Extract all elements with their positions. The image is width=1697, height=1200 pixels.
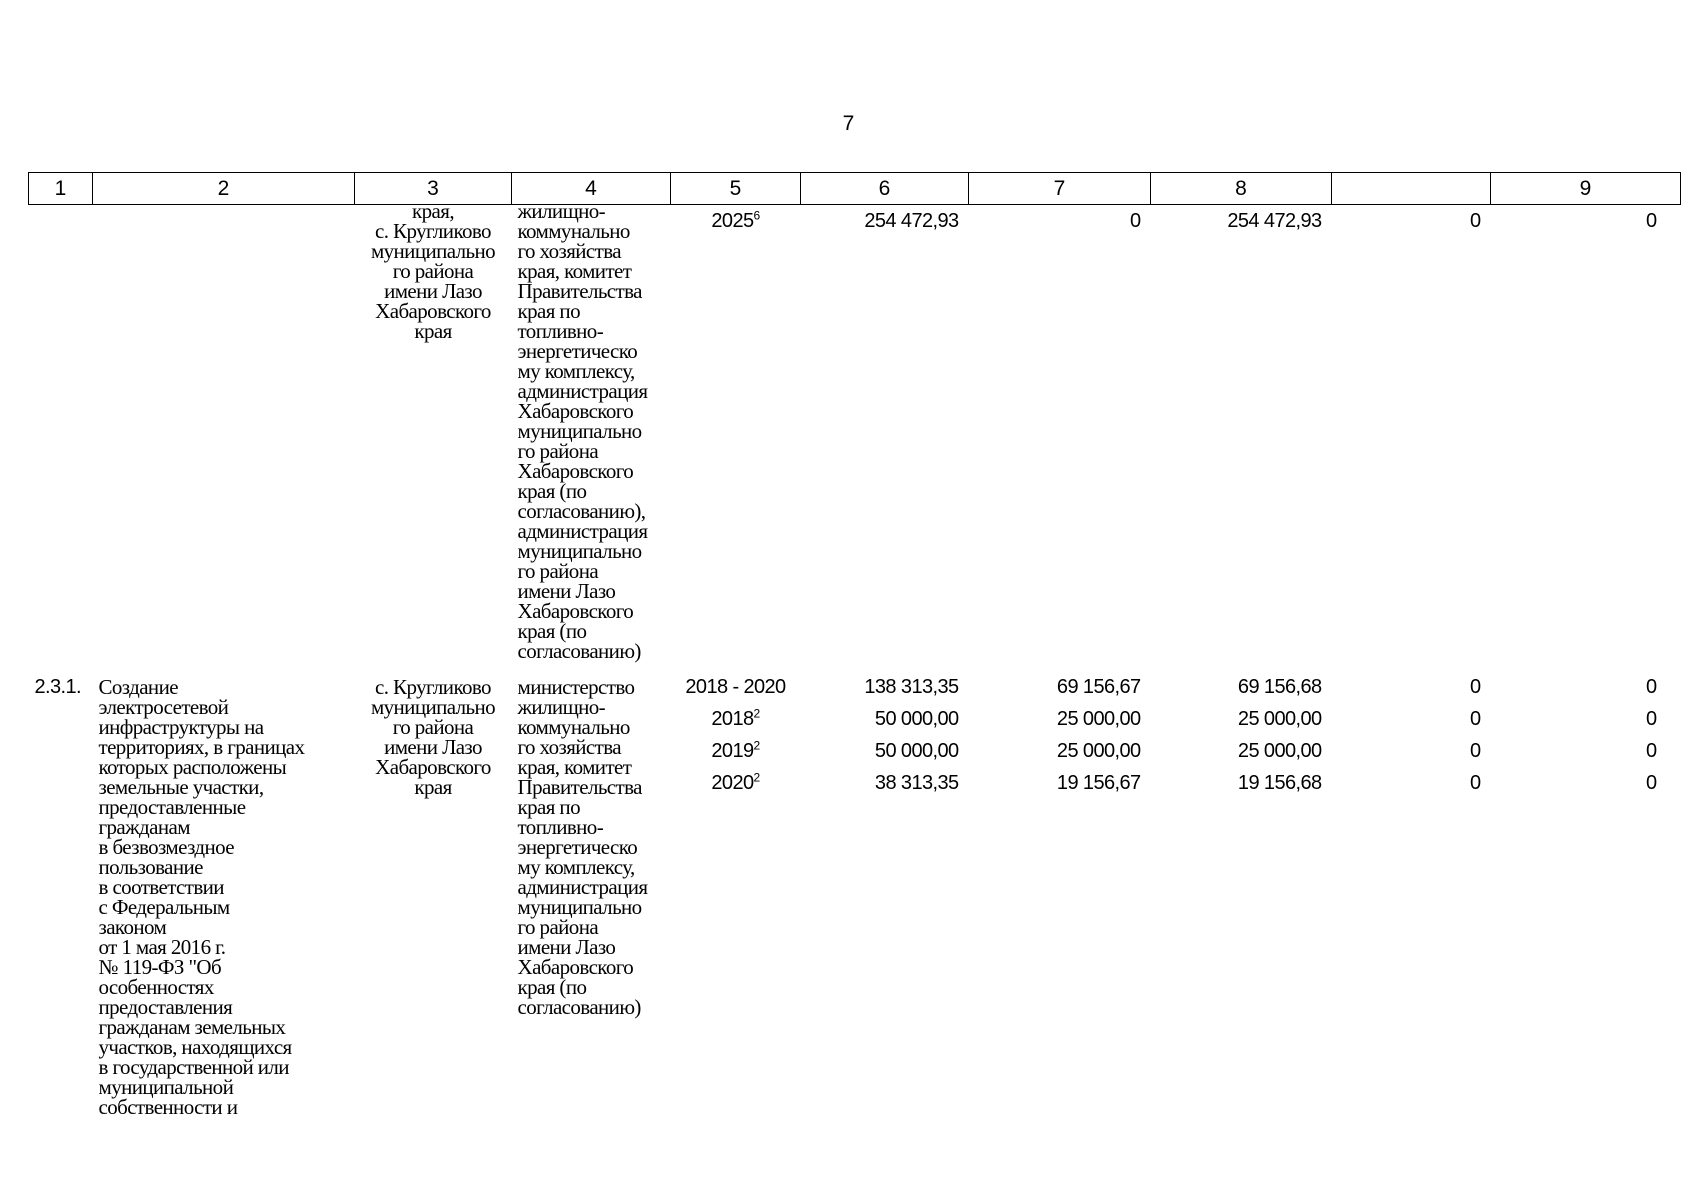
federal-value: 0 — [1129, 210, 1141, 232]
col-header-3: 3 — [355, 173, 512, 205]
cell-description — [93, 661, 355, 1117]
col-header-blank — [1332, 173, 1491, 205]
cell-total — [801, 661, 969, 1117]
cell-regional — [1151, 205, 1332, 662]
year-value: 2020 — [711, 772, 754, 794]
year-line — [671, 735, 801, 767]
col-header-1: 1 — [29, 173, 93, 205]
item-number: 2.3.1. — [34, 676, 81, 698]
cell-regional — [1151, 661, 1332, 1117]
cell-location — [355, 199, 512, 662]
year-footnote: 6 — [753, 208, 760, 223]
federal-value: 19 156,67 — [1056, 772, 1141, 794]
col-header-8: 8 — [1151, 173, 1332, 205]
year-value: 2018 — [711, 708, 754, 730]
col-header-2: 2 — [93, 173, 355, 205]
col-header-4: 4 — [512, 173, 671, 205]
cell-blank-col — [1332, 661, 1491, 1117]
cell-federal — [969, 661, 1151, 1117]
year-footnote: 2 — [753, 738, 760, 753]
column-number-row — [29, 173, 1681, 205]
year-line — [671, 767, 801, 799]
location-text: с. Кругликово муниципально го района имени Лазо Хабаровского края — [370, 675, 496, 799]
cell-col9 — [1491, 661, 1681, 1117]
cell-executors — [512, 199, 671, 663]
page-number: 7 — [842, 112, 855, 135]
blank-col-value: 0 — [1469, 740, 1481, 762]
col9-value: 0 — [1645, 708, 1657, 730]
total-value: 50 000,00 — [874, 708, 959, 730]
program-table — [28, 172, 1681, 1117]
cell-description — [93, 205, 355, 662]
col9-value: 0 — [1645, 772, 1657, 794]
year-line — [671, 703, 801, 735]
total-value: 50 000,00 — [874, 740, 959, 762]
total-value: 254 472,93 — [864, 210, 959, 232]
cell-federal — [969, 205, 1151, 662]
blank-col-value: 0 — [1469, 676, 1481, 698]
year-line — [671, 671, 801, 703]
regional-value: 19 156,68 — [1237, 772, 1322, 794]
col9-value: 0 — [1645, 676, 1657, 698]
year-footnote: 2 — [753, 770, 760, 785]
total-value: 138 313,35 — [864, 676, 959, 698]
description-text: Создание электросетевой инфраструктуры на территориях, в границах которых расположены земельные участки, предоставленные гражданам в безвозмездное пользование в соответствии с Федеральным законом от 1 мая 2016 г. № 119-ФЗ "Об особенностях предоставления гражданам земельных участков, находящихся в государственной или муниципальной собственности и — [98, 675, 305, 1119]
col-header-7: 7 — [969, 173, 1151, 205]
blank-col-value: 0 — [1469, 210, 1481, 232]
cell-location — [355, 661, 512, 1117]
executors-text: жилищно- коммунально го хозяйства края, комитет Правительства края по топливно- энергетическо му комплексу, администрация Хабаровского муниципально го района Хабаровского края (по согласованию), администрация муниципально го района имени Лазо Хабаровского края (по согласованию) — [517, 199, 648, 663]
cell-years — [671, 205, 801, 662]
cell-executors — [512, 661, 671, 1117]
blank-col-value: 0 — [1469, 708, 1481, 730]
federal-value: 25 000,00 — [1056, 740, 1141, 762]
executors-text: министерство жилищно- коммунально го хозяйства края, комитет Правительства края по топливно- энергетическо му комплексу, администрация муниципально го района имени Лазо Хабаровского края (по согласованию) — [517, 675, 648, 1019]
cell-years — [671, 661, 801, 1117]
col9-value: 0 — [1645, 210, 1657, 232]
col-header-5: 5 — [671, 173, 801, 205]
col9-value: 0 — [1645, 740, 1657, 762]
table-row — [29, 661, 1681, 1117]
year-value: 2019 — [711, 740, 754, 762]
year-footnote: 2 — [753, 706, 760, 721]
col-header-9: 9 — [1491, 173, 1681, 205]
cell-number — [29, 661, 93, 1117]
table-row — [29, 205, 1681, 662]
federal-value: 69 156,67 — [1056, 676, 1141, 698]
blank-col-value: 0 — [1469, 772, 1481, 794]
col-header-6: 6 — [801, 173, 969, 205]
federal-value: 25 000,00 — [1056, 708, 1141, 730]
regional-value: 254 472,93 — [1227, 210, 1322, 232]
year-value: 2018 - 2020 — [685, 676, 786, 698]
cell-blank-col — [1332, 205, 1491, 662]
regional-value: 69 156,68 — [1237, 676, 1322, 698]
regional-value: 25 000,00 — [1237, 708, 1322, 730]
regional-value: 25 000,00 — [1237, 740, 1322, 762]
cell-number — [29, 205, 93, 662]
cell-col9 — [1491, 205, 1681, 662]
year-value: 2025 — [711, 210, 754, 232]
total-value: 38 313,35 — [874, 772, 959, 794]
cell-total — [801, 205, 969, 662]
year-line — [671, 205, 801, 237]
location-text: края, с. Кругликово муниципально го района имени Лазо Хабаровского края — [370, 199, 496, 343]
